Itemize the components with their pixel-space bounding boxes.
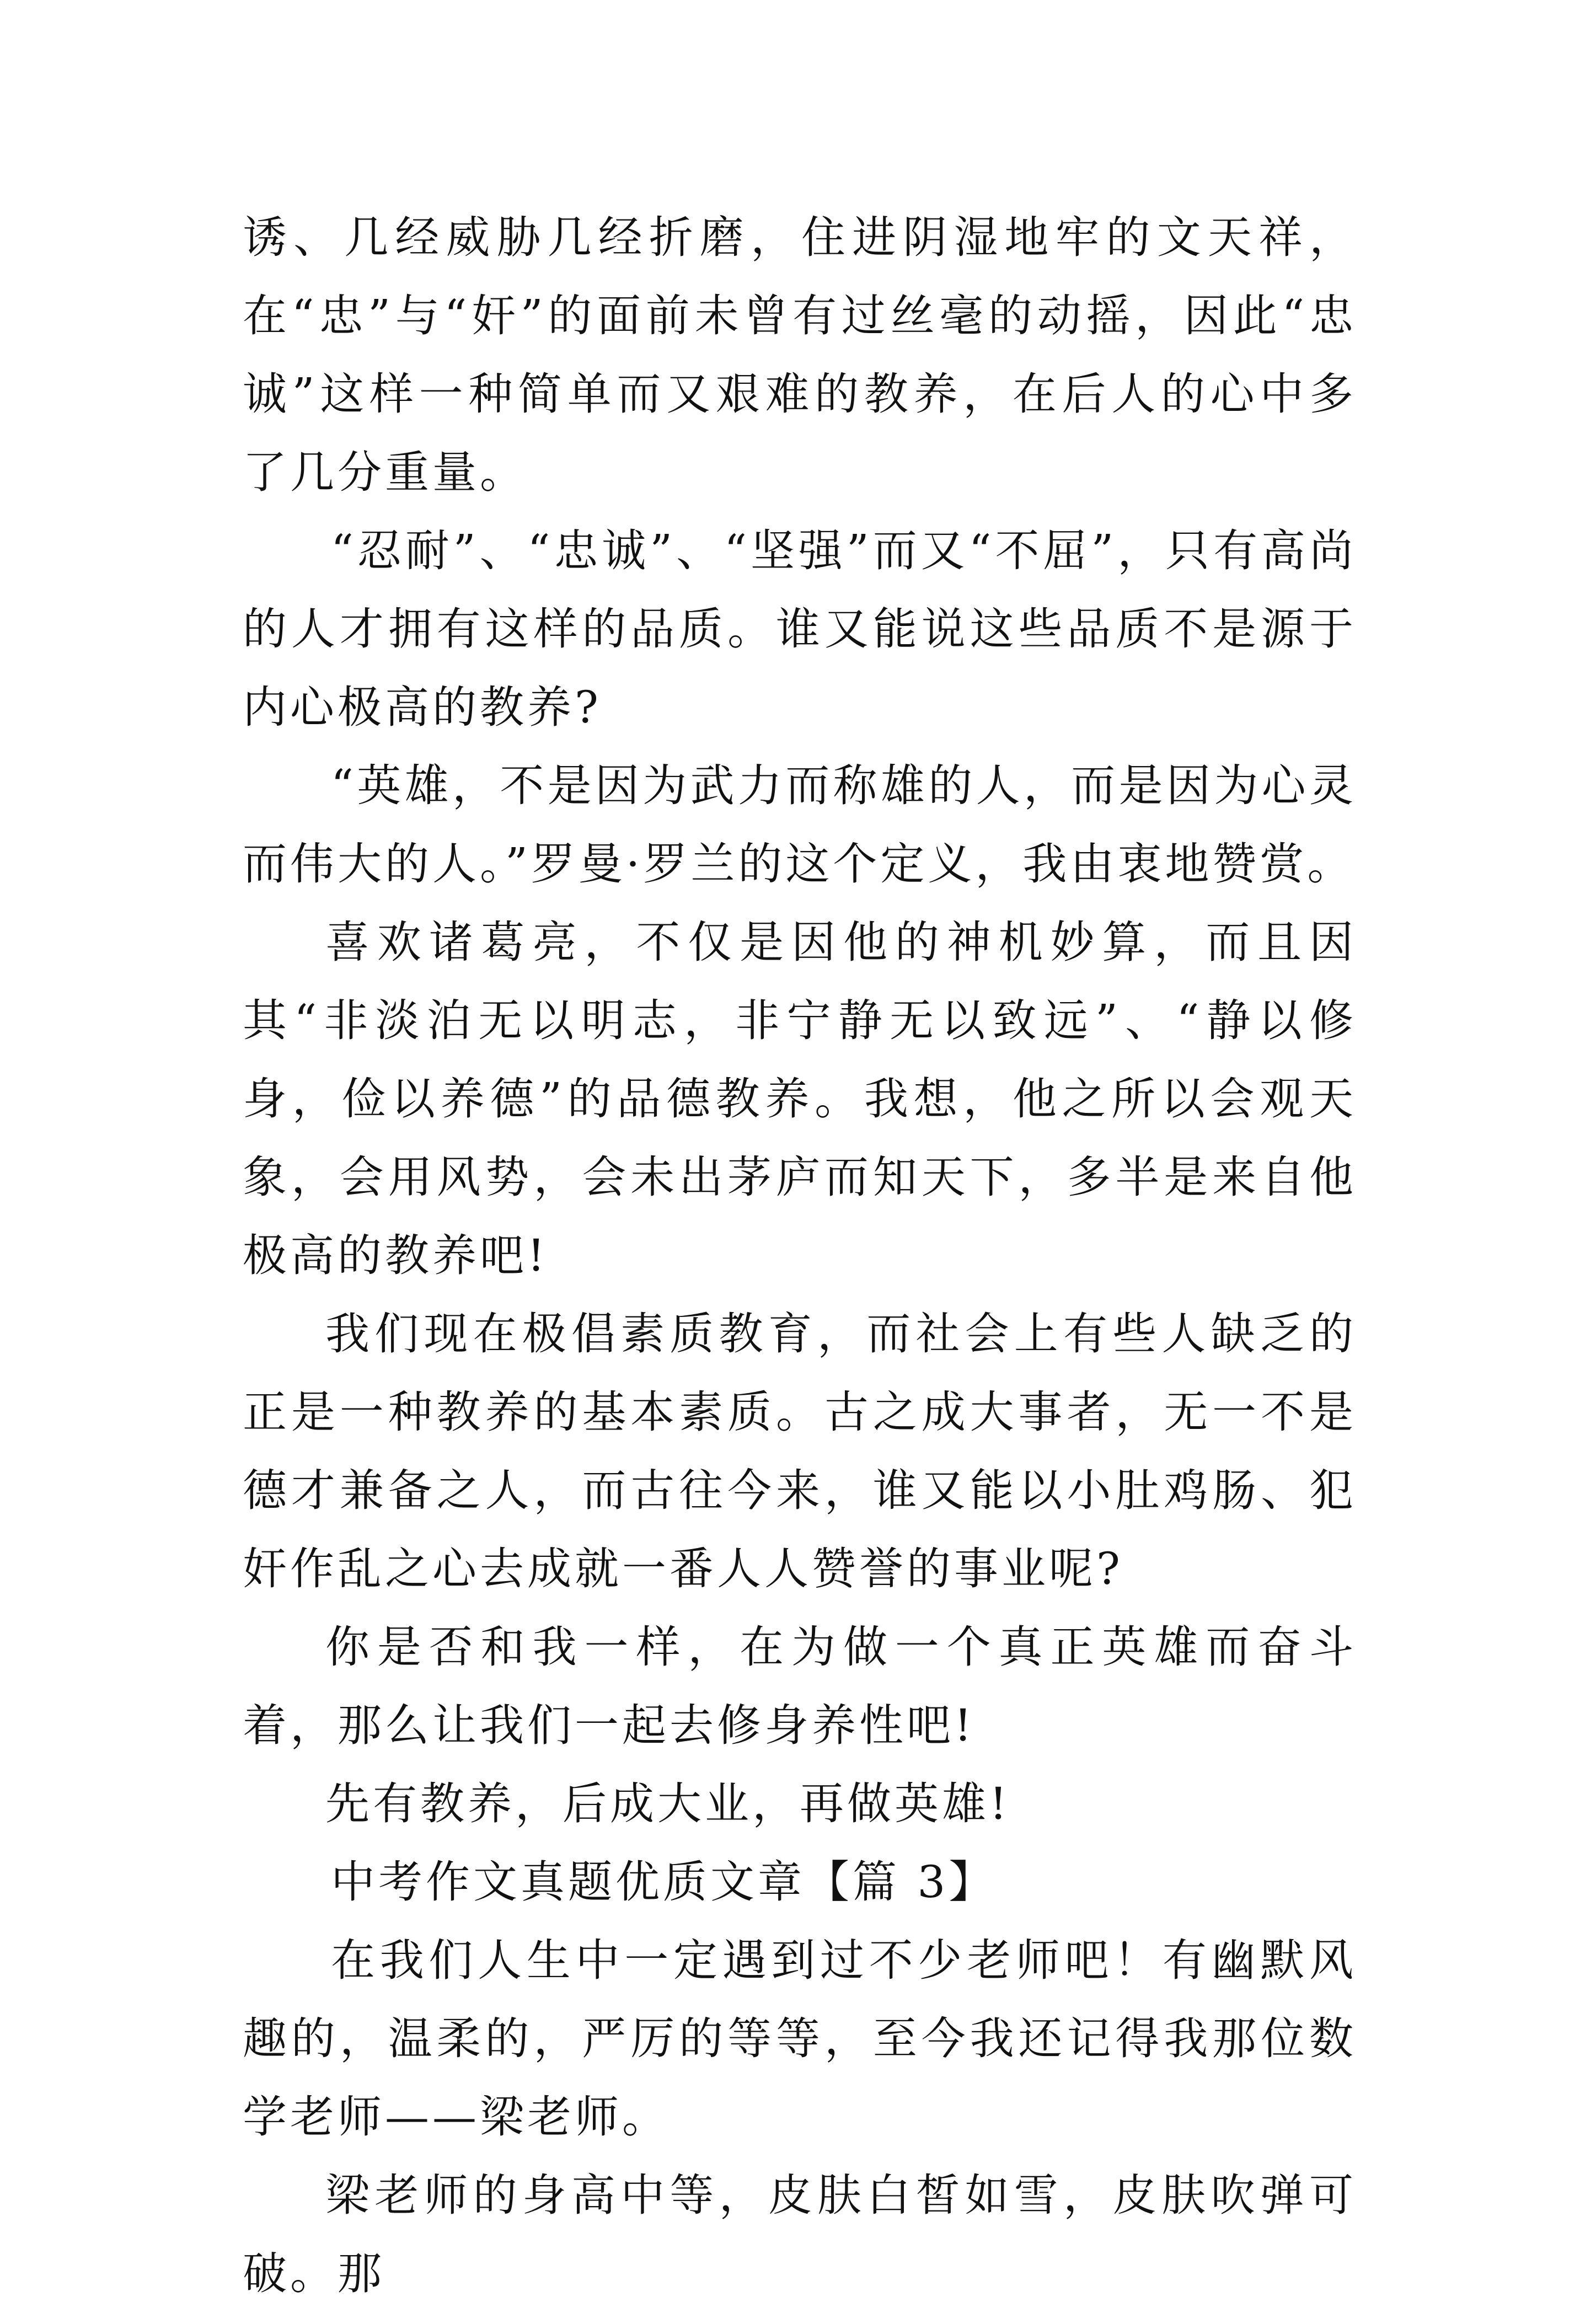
paragraph-cultivation: 你是否和我一样，在为做一个真正英雄而奋斗着，那么让我们一起去修身养性吧! <box>243 1621 1357 1751</box>
paragraph-teacher-liang: 梁老师的身高中等，皮肤白皙如雪，皮肤吹弹可破。那 <box>243 2170 1357 2299</box>
paragraph-teachers: 在我们人生中一定遇到过不少老师吧！有幽默风趣的，温柔的，严厉的等等，至今我还记得我那位数学老师——梁老师。 <box>243 1935 1357 2143</box>
paragraph-hero-definition: “英雄，不是因为武力而称雄的人，而是因为心灵而伟大的人。”罗曼·罗兰的这个定义，我由衷地赞赏。 <box>243 760 1357 890</box>
paragraph-zhuge-liang: 喜欢诸葛亮，不仅是因他的神机妙算，而且因其“非淡泊无以明志，非宁静无以致远”、“静以修身，俭以养德”的品德教养。我想，他之所以会观天象，会用风势，会未出茅庐而知天下，多半是来自他极高的教养吧! <box>243 917 1357 1281</box>
paragraph-conclusion: 先有教养，后成大业，再做英雄! <box>325 1778 1011 1829</box>
section-heading: 中考作文真题优质文章【篇 3】 <box>331 1856 997 1908</box>
paragraph-quality-education: 我们现在极倡素质教育，而社会上有些人缺乏的正是一种教养的基本素质。古之成大事者，无一不是德才兼备之人，而古往今来，谁又能以小肚鸡肠、犯奸作乱之心去成就一番人人赞誉的事业呢? <box>243 1308 1357 1594</box>
article-body <box>243 199 1357 2313</box>
paragraph-continuation: 诱、几经威胁几经折磨，住进阴湿地牢的文天祥，在“忠”与“奸”的面前未曾有过丝毫的动摇，因此“忠诚”这样一种简单而又艰难的教养，在后人的心中多了几分重量。 <box>243 212 1357 498</box>
paragraph-qualities: “忍耐”、“忠诚”、“坚强”而又“不屈”，只有高尚的人才拥有这样的品质。谁又能说这些品质不是源于内心极高的教养? <box>243 525 1357 733</box>
